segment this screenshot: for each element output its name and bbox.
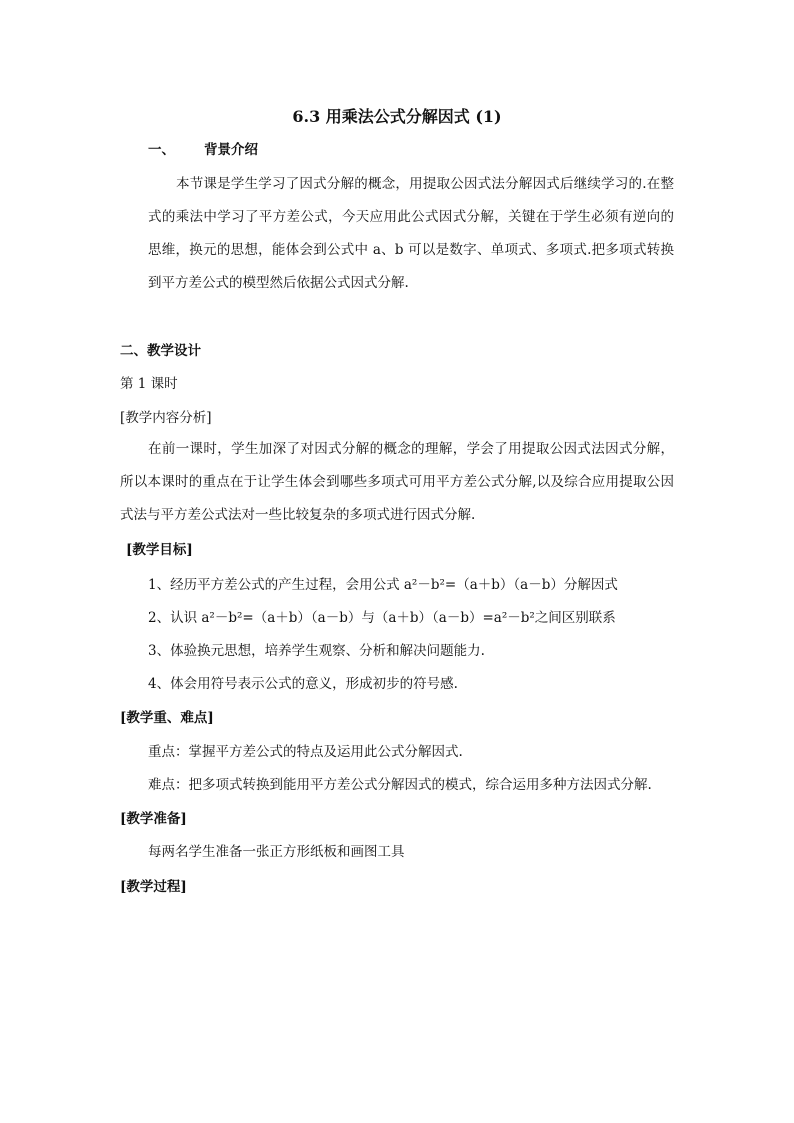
background-paragraph: 本节课是学生学习了因式分解的概念，用提取公因式法分解因式后继续学习的.在整式的乘法中学习了平方差公式，今天应用此公式因式分解，关键在于学生必须有逆向的思维，换元的思想，能体会到公式中 a、b 可以是数字、单项式、多项式.把多项式转换到平方差公式的模型然后依据公式因式分解. xyxy=(148,176,674,291)
section-1-heading xyxy=(148,141,258,159)
preparation-label: [教学准备] xyxy=(120,811,187,827)
goal-item: 1、经历平方差公式的产生过程，会用公式 a²－b²=（a＋b）（a－b）分解因式 xyxy=(148,577,618,593)
section-1-number: 一、 xyxy=(148,142,175,158)
key-point: 重点：掌握平方差公式的特点及运用此公式分解因式. xyxy=(148,744,463,760)
content-analysis-label: [教学内容分析] xyxy=(120,410,212,426)
content-analysis-paragraph: 在前一课时，学生加深了对因式分解的概念的理解，学会了用提取公因式法因式分解，所以本课时的重点在于让学生体会到哪些多项式可用平方差公式分解,以及综合应用提取公因式法与平方差公式法对一些比较复杂的多项式进行因式分解. xyxy=(120,441,674,523)
lesson-label: 第 1 课时 xyxy=(120,376,178,392)
goals-label: [教学目标] xyxy=(126,542,193,558)
preparation-text: 每两名学生准备一张正方形纸板和画图工具 xyxy=(148,844,405,860)
difficult-point: 难点：把多项式转换到能用平方差公式分解因式的模式，综合运用多种方法因式分解. xyxy=(148,777,652,793)
section-1-title: 背景介绍 xyxy=(204,142,258,158)
section-2-heading: 二、教学设计 xyxy=(120,343,201,359)
goal-item: 2、认识 a²－b²=（a＋b）（a－b）与（a＋b）（a－b）=a²－b²之间区别联系 xyxy=(148,610,616,626)
goal-item: 4、体会用符号表示公式的意义，形成初步的符号感. xyxy=(148,676,458,692)
key-points-label: [教学重、难点] xyxy=(120,710,214,726)
process-label: [教学过程] xyxy=(120,879,187,895)
goal-item: 3、体验换元思想，培养学生观察、分析和解决问题能力. xyxy=(148,643,485,659)
document-title: 6.3 用乘法公式分解因式 (1) xyxy=(292,107,502,126)
